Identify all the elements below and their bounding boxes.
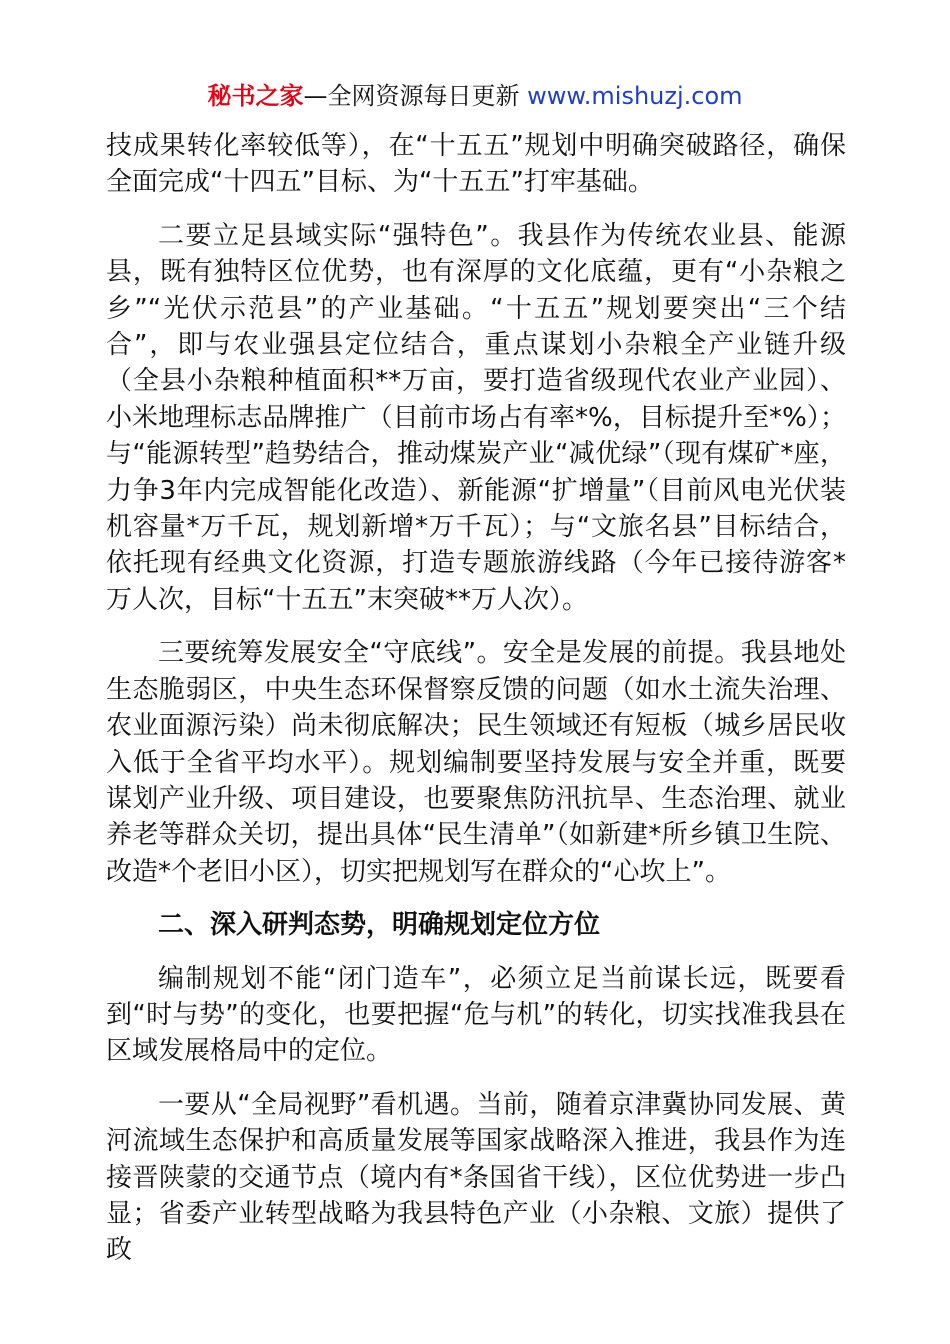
- paragraph: 二要立足县域实际“强特色”。我县作为传统农业县、能源县，既有独特区位优势，也有深厚的文化底蕴，更有“小杂粮之乡”“光伏示范县”的产业基础。“十五五”规划要突出“三个结合”，即与农业强县定位结合，重点谋划小杂粮全产业链升级（全县小杂粮种植面积**万亩，要打造省级现代农业产业园）、小米地理标志品牌推广（目前市场占有率*%，目标提升至*%）；与“能源转型”趋势结合，推动煤炭产业“减优绿”（现有煤矿*座，力争3年内完成智能化改造）、新能源“扩增量”（目前风电光伏装机容量*万千瓦，规划新增*万千瓦）；与“文旅名县”目标结合，依托现有经典文化资源，打造专题旅游线路（今年已接待游客*万人次，目标“十五五”末突破**万人次）。: [106, 220, 846, 615]
- paragraph: 三要统筹发展安全“守底线”。安全是发展的前提。我县地处生态脆弱区，中央生态环保督察反馈的问题（如水土流失治理、农业面源污染）尚未彻底解决；民生领域还有短板（城乡居民收入低于全省平均水平）。规划编制要坚持发展与安全并重，既要谋划产业升级、项目建设，也要聚焦防汛抗旱、生态治理、就业养老等群众关切，提出具体“民生清单”（如新建*所乡镇卫生院、改造*个老旧小区），切实把规划写在群众的“心坎上”。: [106, 638, 846, 887]
- paragraph: 一要从“全局视野”看机遇。当前，随着京津冀协同发展、黄河流域生态保护和高质量发展等国家战略深入推进，我县作为连接晋陕蒙的交通节点（境内有*条国省干线），区位优势进一步凸显；省委产业转型战略为我县特色产业（小杂粮、文旅）提供了政: [106, 1089, 846, 1266]
- paragraph: 编制规划不能“闭门造车”，必须立足当前谋长远，既要看到“时与势”的变化，也要把握“危与机”的转化，切实找准我县在区域发展格局中的定位。: [106, 963, 846, 1067]
- paragraph-continued: 技成果转化率较低等），在“十五五”规划中明确突破路径，确保全面完成“十四五”目标、为“十五五”打牢基础。: [106, 131, 846, 198]
- section-heading: 二、深入研判态势，明确规划定位方位: [158, 910, 601, 941]
- brand-name: 秘书之家: [207, 82, 304, 110]
- header-tagline: —全网资源每日更新: [303, 82, 528, 110]
- document-body: [106, 128, 846, 1286]
- site-header: [0, 78, 950, 114]
- site-url[interactable]: www.mishuzj.com: [527, 82, 743, 110]
